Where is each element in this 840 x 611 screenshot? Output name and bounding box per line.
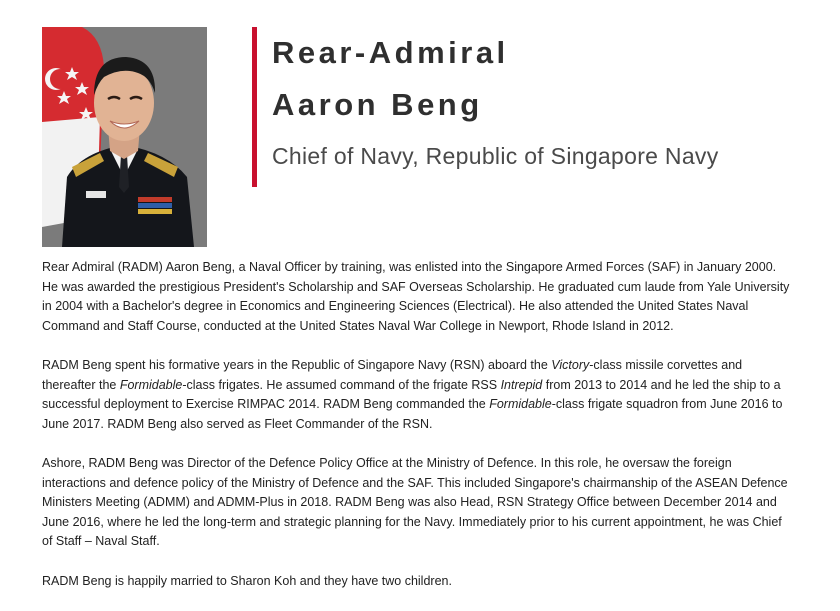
biography — [42, 258, 794, 611]
ship-class-name: Victory — [551, 358, 590, 372]
bio-paragraph-3: Ashore, RADM Beng was Director of the Defence Policy Office at the Ministry of Defence. In this role, he oversaw the foreign interactions and defence policy of the Ministry of Defence and the SAF. This included Singapore's chairmanship of the ASEAN Defence Ministers Meeting (ADMM) and ADMM-Plus in 2018. RADM Beng was also Head, RSN Strategy Office between December 2014 and June 2016, where he led the long-term and strategic planning for the Navy. Immediately prior to his current appointment, he was Chief of Staff – Naval Staff. — [42, 456, 788, 548]
ship-class-name: Formidable — [119, 377, 183, 392]
name-line-name: Aaron Beng — [272, 87, 483, 122]
bio-text: -class frigate squadron from June 2016 to June 2017. RADM Beng also served as Fleet Commander of the RSN. — [42, 397, 783, 431]
name-line-rank: Rear-Admiral — [272, 35, 509, 70]
bio-paragraph-2 — [42, 356, 794, 434]
bio-paragraph-1: Rear Admiral (RADM) Aaron Beng, a Naval Officer by training, was enlisted into the Singapore Armed Forces (SAF) in January 2000. He was awarded the prestigious President's Scholarship and SAF Overseas Scholarship. He graduated cum laude from Yale University in 2004 with a Bachelor's degree in Economics and Engineering Sciences (Electrical). He also attended the United States Naval Command and Staff Course, conducted at the United States Naval War College in Newport, Rhode Island in 2012. — [42, 260, 790, 333]
portrait-photo — [42, 27, 207, 247]
profile-header — [252, 27, 812, 187]
ship-class-name: Formidable — [489, 397, 552, 411]
bio-text: RADM Beng spent his formative years in the Republic of Singapore Navy (RSN) aboard the — [42, 358, 552, 372]
bio-paragraph-4: RADM Beng is happily married to Sharon Koh and they have two children. — [42, 573, 452, 588]
appointment-title: Chief of Navy, Republic of Singapore Navy — [272, 143, 719, 169]
officer-name — [272, 27, 812, 131]
bio-text: -class missile corvettes and thereafter the — [42, 358, 743, 392]
bio-text: from 2013 to 2014 and he led the ship to a successful deployment to Exercise RIMPAC 2014. RADM Beng commanded the — [42, 377, 781, 411]
bio-text: -class frigates. He assumed command of the frigate RSS — [182, 377, 501, 392]
ship-name: Intrepid — [500, 377, 543, 392]
